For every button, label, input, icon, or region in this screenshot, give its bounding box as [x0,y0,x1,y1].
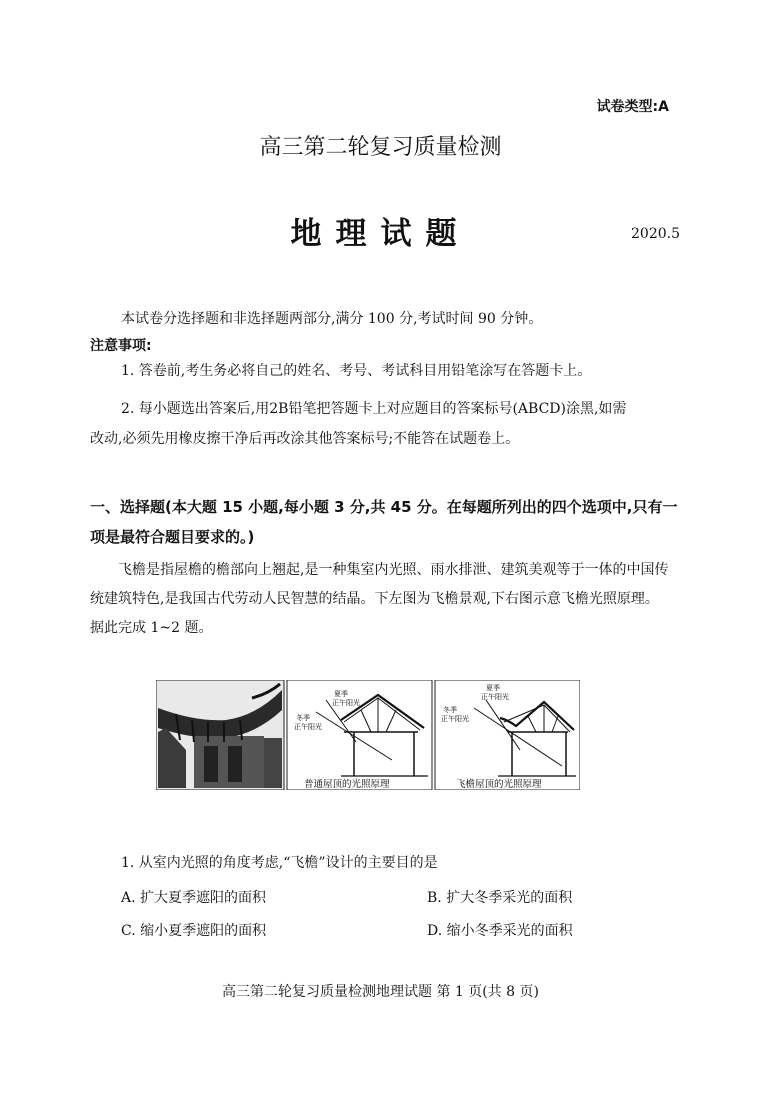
flying-eaves-roof-diagram [435,680,580,790]
figure-group [156,680,580,790]
eaves-winter-label-2: 正午阳光 [441,715,469,723]
note-1: 1. 答卷前,考生务必将自己的姓名、考号、考试科目用铅笔涂写在答题卡上。 [121,363,592,379]
ordinary-summer-label-2: 正午阳光 [332,699,360,707]
figure-svg [156,680,580,790]
note-2-continued: 改动,必须先用橡皮擦干净后再改涂其他答案标号;不能答在试题卷上。 [90,431,520,447]
question-1-option-a: A. 扩大夏季遮阳的面积 [121,890,267,906]
subject-title: 地理试题 [290,216,471,252]
question-context: 飞檐是指屋檐的檐部向上翘起,是一种集室内光照、雨水排泄、建筑美观等于一体的中国传统建筑特色,是我国古代劳动人民智慧的结晶。下左图为飞檐景观,下右图示意飞檐光照原理。据此完成 1~2 题。 [90,562,669,636]
notes-heading: 注意事项: [90,338,152,354]
question-1-option-c: C. 缩小夏季遮阳的面积 [121,923,267,939]
paper-type-label: 试卷类型:A [596,99,669,115]
eaves-winter-label-1: 冬季 [443,706,457,714]
exam-title: 高三第二轮复习质量检测 [259,135,502,160]
note-2: 2. 每小题选出答案后,用2B铅笔把答题卡上对应题目的答案标号(ABCD)涂黑,如需 [121,401,627,417]
ordinary-roof-diagram [287,680,432,790]
eaves-summer-label-2: 正午阳光 [481,693,509,701]
ordinary-winter-label-2: 正午阳光 [294,723,322,731]
flying-eaves-photo [156,680,284,790]
eaves-roof-caption: 飞檐屋顶的光照原理 [456,779,542,790]
question-1-stem: 1. 从室内光照的角度考虑,“飞檐”设计的主要目的是 [121,855,438,871]
ordinary-summer-label-1: 夏季 [334,690,348,698]
section-heading: 一、选择题(本大题 15 小题,每小题 3 分,共 45 分。在每题所列出的四个选项中,只有一项是最符合题目要求的。) [90,498,678,546]
page-footer: 高三第二轮复习质量检测地理试题 第 1 页(共 8 页) [222,984,539,1000]
exam-date: 2020.5 [631,226,680,242]
exam-intro: 本试卷分选择题和非选择题两部分,满分 100 分,考试时间 90 分钟。 [121,311,543,327]
ordinary-roof-caption: 普通屋顶的光照原理 [304,779,390,790]
question-1-option-b: B. 扩大冬季采光的面积 [427,890,573,906]
question-1-option-d: D. 缩小冬季采光的面积 [427,923,573,939]
ordinary-winter-label-1: 冬季 [296,714,310,722]
eaves-summer-label-1: 夏季 [486,684,500,692]
